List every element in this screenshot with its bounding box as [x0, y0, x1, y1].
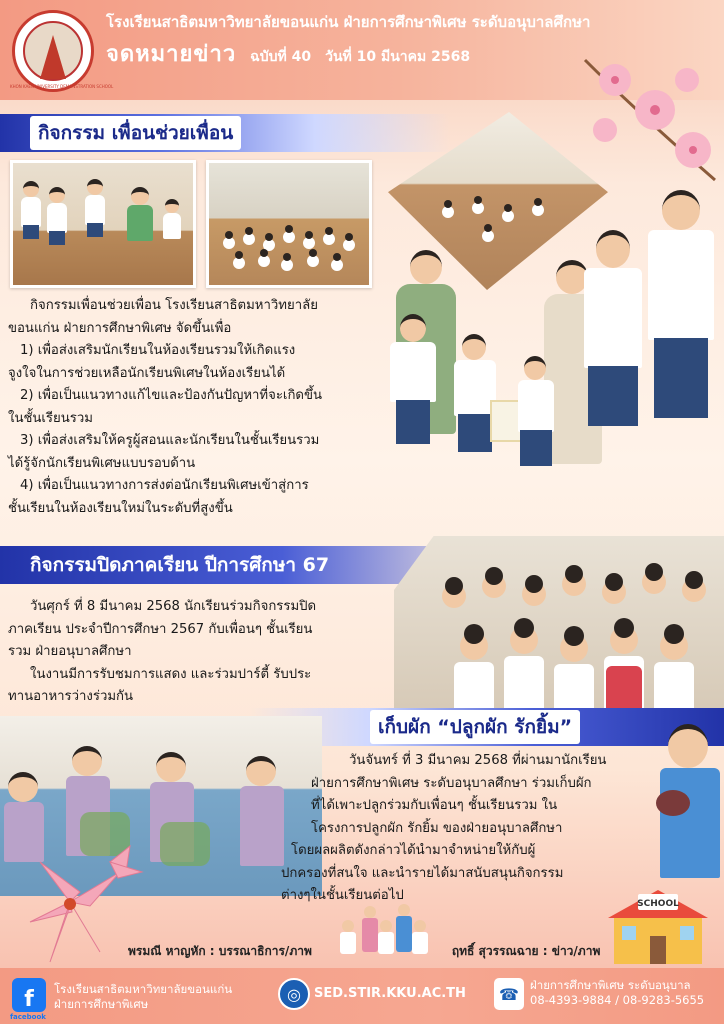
photo-teachers-and-students — [378, 230, 724, 530]
globe-icon[interactable]: ◎ — [278, 978, 310, 1010]
section3-line: ฝ่ายการศึกษาพิเศษ ระดับอนุบาลศึกษา ร่วมเก็บผัก — [311, 775, 592, 791]
facebook-icon[interactable]: f — [12, 978, 46, 1012]
section2-heading: กิจกรรมปิดภาคเรียน ปีการศึกษา 67 — [30, 554, 330, 576]
section1-line: ชั้นเรียนในห้องเรียนใหม่ในระดับที่สูงขึ้น — [8, 500, 233, 516]
phone-icon: ☎ — [494, 978, 524, 1010]
cherry-blossom-decoration — [575, 40, 724, 190]
writer-credit: ฤทธิ์ สุวรรณฉาย : ข่าว/ภาพ — [451, 944, 601, 958]
school-sign-text: SCHOOL — [637, 899, 679, 909]
facebook-page-name[interactable] — [54, 982, 232, 1012]
section1-line: 4) เพื่อเป็นแนวทางการส่งต่อนักเรียนพิเศษเข้าสู่การ — [20, 478, 309, 493]
contact-line1: ฝ่ายการศึกษาพิเศษ ระดับอนุบาล — [530, 978, 691, 992]
section2-line: ภาคเรียน ประจำปีการศึกษา 2567 กับเพื่อนๆ ชั้นเรียน — [8, 621, 313, 637]
section1-line: จูงใจในการช่วยเหลือนักเรียนพิเศษในห้องเรียนได้ — [8, 365, 286, 381]
school-logo — [12, 10, 94, 92]
issue-date: วันที่ 10 มีนาคม 2568 — [325, 49, 471, 65]
section1-heading: กิจกรรม เพื่อนช่วยเพื่อน — [30, 116, 241, 150]
section1-line: กิจกรรมเพื่อนช่วยเพื่อน โรงเรียนสาธิตมหาวิทยาลัย — [30, 298, 318, 313]
section1-body — [8, 295, 378, 520]
section1-line: 3) เพื่อส่งเสริมให้ครูผู้สอนและนักเรียนในชั้นเรียนรวม — [20, 433, 320, 448]
editor-credit: พรมณี หาญหัก : บรรณาธิการ/ภาพ — [128, 944, 312, 958]
section3-line: ปกครองที่สนใจ และนำรายได้มาสนับสนุนกิจกรรม — [281, 865, 564, 881]
photo-classroom-1 — [10, 160, 196, 288]
newsletter-title: จดหมายข่าว — [106, 42, 237, 67]
school-building-icon — [604, 884, 712, 966]
section1-line: 2) เพื่อเป็นแนวทางแก้ไขและป้องกันปัญหาที่จะเกิดขึ้น — [20, 388, 323, 403]
section1-line: ได้รู้จักนักเรียนพิเศษแบบรอบด้าน — [8, 455, 196, 471]
section1-line: ขอนแก่น ฝ่ายการศึกษาพิเศษ จัดขึ้นเพื่อ — [8, 320, 232, 336]
section2-line: ทานอาหารว่างร่วมกัน — [8, 689, 134, 704]
section3-heading: เก็บผัก “ปลูกผัก รักยิ้ม” — [370, 710, 580, 744]
section1-line: ในชั้นเรียนรวม — [8, 410, 93, 426]
section3-line: ต่างๆในชั้นเรียนต่อไป — [281, 888, 404, 903]
section2-line: รวม ฝ่ายอนุบาลศึกษา — [8, 644, 132, 659]
website-link[interactable]: SED.STIR.KKU.AC.TH — [314, 986, 466, 1001]
title-row — [106, 36, 470, 71]
school-name: โรงเรียนสาธิตมหาวิทยาลัยขอนแก่น ฝ่ายการศึกษาพิเศษ ระดับอนุบาลศึกษา — [106, 13, 591, 31]
logo-ring-text: KHON KAEN UNIVERSITY DEMONSTRATION SCHOOL — [10, 84, 114, 89]
facebook-line2: ฝ่ายการศึกษาพิเศษ — [54, 997, 149, 1011]
photo-classroom-2 — [206, 160, 372, 288]
contact-info — [530, 978, 704, 1008]
section1-line: 1) เพื่อส่งเสริมนักเรียนในห้องเรียนรวมให้เกิดแรง — [20, 343, 296, 358]
credits — [128, 942, 600, 961]
section2-banner — [0, 546, 470, 584]
facebook-line1: โรงเรียนสาธิตมหาวิทยาลัยขอนแก่น — [54, 982, 233, 996]
issue-number: ฉบับที่ 40 — [250, 49, 312, 65]
section1-banner — [0, 114, 450, 152]
section2-body — [8, 596, 388, 709]
section2-line: ในงานมีการรับชมการแสดง และร่วมปาร์ตี้ รับประ — [30, 666, 312, 682]
section2-line: วันศุกร์ ที่ 8 มีนาคม 2568 นักเรียนร่วมกิจกรรมปิด — [30, 599, 317, 614]
section3-body — [255, 750, 655, 908]
section3-line: วันจันทร์ ที่ 3 มีนาคม 2568 ที่ผ่านมานักเรียน — [349, 753, 607, 768]
contact-line2: 08-4393-9884 / 08-9283-5655 — [530, 993, 705, 1007]
footer — [0, 968, 724, 1024]
facebook-caption: facebook — [10, 1013, 46, 1021]
section3-line: โครงการปลูกผัก รักยิ้ม ของฝ่ายอนุบาลศึกษา — [311, 820, 563, 836]
section3-line: โดยผลผลิตดังกล่าวได้นำมาจำหน่ายให้กับผู้ — [291, 843, 536, 858]
section3-line: ที่ได้เพาะปลูกร่วมกับเพื่อนๆ ชั้นเรียนรวม ใน — [311, 798, 558, 813]
photo-end-of-term-group — [394, 536, 724, 716]
